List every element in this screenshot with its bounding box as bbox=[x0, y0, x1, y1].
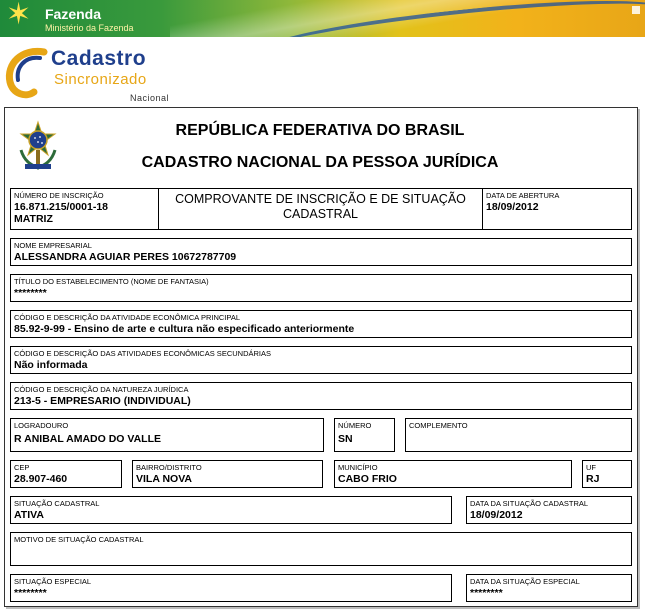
field-value: ALESSANDRA AGUIAR PERES 10672787709 bbox=[14, 251, 237, 263]
field-value: ATIVA bbox=[14, 509, 44, 521]
field-label: NÚMERO DE INSCRIÇÃO bbox=[14, 191, 104, 200]
top-banner bbox=[0, 0, 645, 37]
field-value: ******** bbox=[14, 587, 47, 599]
field-situacao-especial bbox=[10, 574, 452, 602]
comprovante-title-line1: COMPROVANTE DE INSCRIÇÃO E DE SITUAÇÃO bbox=[175, 192, 466, 206]
logo-word-sincronizado: Sincronizado bbox=[54, 71, 147, 88]
field-label: BAIRRO/DISTRITO bbox=[136, 463, 202, 472]
field-label: CÓDIGO E DESCRIÇÃO DAS ATIVIDADES ECONÔMICAS SECUNDÁRIAS bbox=[14, 349, 271, 358]
field-data-abertura bbox=[482, 188, 632, 230]
field-nome-empresarial bbox=[10, 238, 632, 266]
field-value: 85.92-9-99 - Ensino de arte e cultura não especificado anteriormente bbox=[14, 323, 355, 335]
field-value: VILA NOVA bbox=[136, 473, 193, 485]
field-nome-fantasia bbox=[10, 274, 632, 302]
comprovante-title-line2: CADASTRAL bbox=[282, 207, 359, 221]
comprovante-title bbox=[159, 192, 482, 222]
field-uf bbox=[582, 460, 632, 488]
field-value: CABO FRIO bbox=[338, 473, 397, 485]
field-label: DATA DE ABERTURA bbox=[486, 191, 560, 200]
banner-title: Fazenda bbox=[45, 6, 102, 22]
field-municipio bbox=[334, 460, 572, 488]
field-comprovante-title bbox=[158, 188, 483, 230]
field-data-situacao-especial bbox=[466, 574, 632, 602]
field-situacao-cadastral bbox=[10, 496, 452, 524]
field-natureza-juridica bbox=[10, 382, 632, 410]
field-value: SN bbox=[338, 433, 353, 445]
field-label: CÓDIGO E DESCRIÇÃO DA ATIVIDADE ECONÔMICA PRINCIPAL bbox=[14, 313, 241, 322]
field-cep bbox=[10, 460, 122, 488]
field-label: DATA DA SITUAÇÃO CADASTRAL bbox=[470, 499, 589, 508]
field-logradouro bbox=[10, 418, 324, 452]
logo-word-nacional: Nacional bbox=[130, 93, 170, 103]
field-label: COMPLEMENTO bbox=[409, 421, 468, 430]
field-label: UF bbox=[586, 463, 596, 472]
field-label: DATA DA SITUAÇÃO ESPECIAL bbox=[470, 577, 580, 586]
field-label: NÚMERO bbox=[338, 421, 372, 430]
logo-swoosh-icon bbox=[4, 44, 52, 102]
field-atividade-principal bbox=[10, 310, 632, 338]
field-motivo-situacao bbox=[10, 532, 632, 566]
field-value: 18/09/2012 bbox=[470, 509, 523, 521]
field-value-secondary: MATRIZ bbox=[14, 213, 53, 225]
field-value: ******** bbox=[470, 587, 503, 599]
field-value: Não informada bbox=[14, 359, 88, 371]
field-complemento bbox=[405, 418, 632, 452]
field-value: ******** bbox=[14, 287, 47, 299]
field-label: CEP bbox=[14, 463, 30, 472]
field-value: 28.907-460 bbox=[14, 473, 68, 485]
field-label: TÍTULO DO ESTABELECIMENTO (NOME DE FANTASIA) bbox=[14, 277, 209, 286]
field-label: NOME EMPRESARIAL bbox=[14, 241, 92, 250]
field-numero-inscricao bbox=[10, 188, 159, 230]
field-label: CÓDIGO E DESCRIÇÃO DA NATUREZA JURÍDICA bbox=[14, 385, 189, 394]
field-label: SITUAÇÃO CADASTRAL bbox=[14, 499, 100, 508]
field-label: MUNICÍPIO bbox=[338, 463, 378, 472]
field-numero bbox=[334, 418, 395, 452]
field-label: LOGRADOURO bbox=[14, 421, 69, 430]
field-value: RJ bbox=[586, 473, 600, 485]
banner-square-decoration bbox=[632, 6, 640, 14]
field-data-situacao-cadastral bbox=[466, 496, 632, 524]
field-value: R ANIBAL AMADO DO VALLE bbox=[14, 433, 161, 445]
field-value: 18/09/2012 bbox=[486, 201, 539, 213]
banner-subtitle: Ministério da Fazenda bbox=[45, 23, 134, 33]
logo-word-cadastro: Cadastro bbox=[51, 47, 147, 70]
field-value: 213-5 - EMPRESARIO (INDIVIDUAL) bbox=[14, 395, 191, 407]
cadastro-sincronizado-logo bbox=[4, 44, 184, 106]
header-republica: REPÚBLICA FEDERATIVA DO BRASIL bbox=[175, 122, 465, 139]
field-label: SITUAÇÃO ESPECIAL bbox=[14, 577, 92, 586]
star-icon: ✶ bbox=[6, 0, 32, 31]
field-value: 16.871.215/0001-18 bbox=[14, 201, 109, 213]
brazil-coat-of-arms-icon bbox=[15, 120, 61, 172]
header-cnpj: CADASTRO NACIONAL DA PESSOA JURÍDICA bbox=[141, 154, 499, 171]
field-label: MOTIVO DE SITUAÇÃO CADASTRAL bbox=[14, 535, 144, 544]
field-bairro bbox=[132, 460, 323, 488]
field-atividades-secundarias bbox=[10, 346, 632, 374]
